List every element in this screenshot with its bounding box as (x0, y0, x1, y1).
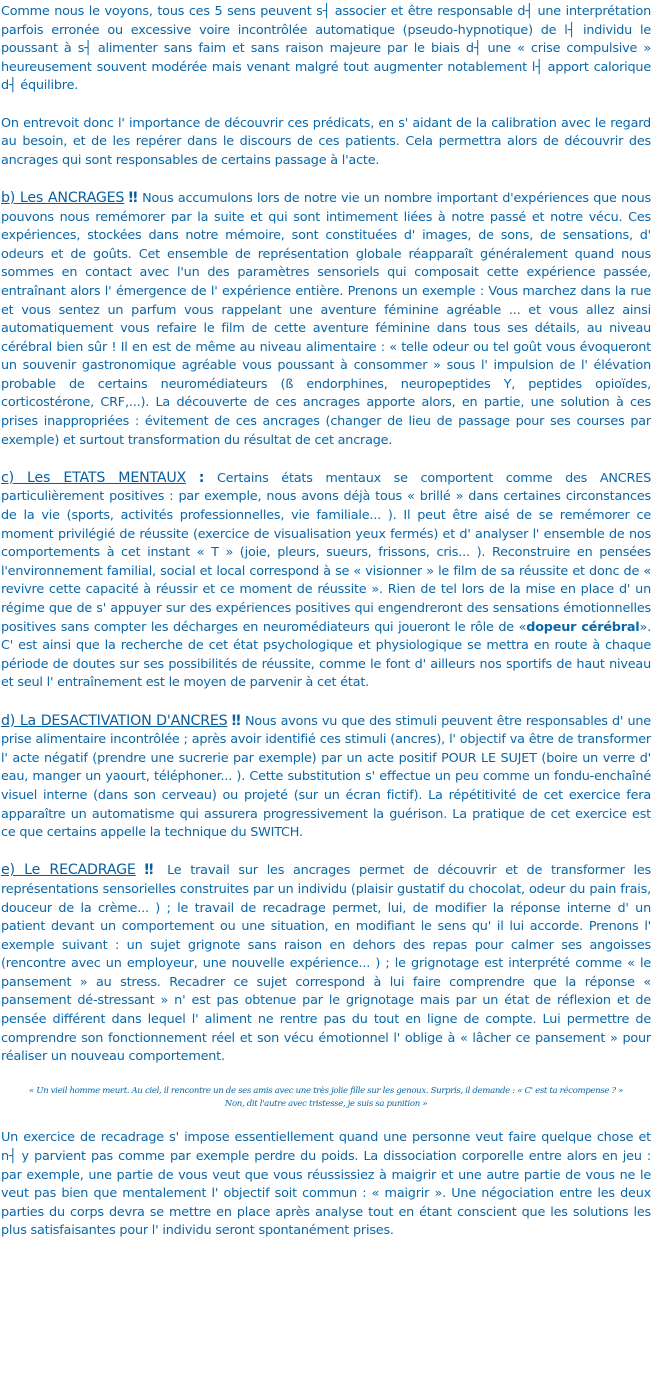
section-heading-etats-mentaux: c) Les ETATS MENTAUX (1, 469, 187, 486)
section-text-recadrage: Le travail sur les ancrages permet de découvrir et de transformer les représentations sensorielles construites par un individu (plaisir gustatif du chocolat, odeur du pain frais, douceur de la crème... ) ; le travail de recadrage permet, lui, de modifier la réponse interne d' un patient devant un comportement ou une situation, en modifiant le sens qu' il lui accorde. Prenons l' exemple suivant : un sujet grignote sans raison en dehors des repas pour calmer ses angoisses (rencontre avec un employeur, une nouvelle expérience... ) ; le grignotage est interprété comme « le pansement » au stress. Recadrer ce sujet correspond à lui faire comprendre que la réponse « pansement dé-stressant » n' est pas obtenue par le grignotage mais par un état de réflexion et de pensée différent dans lequel l' aliment ne rentre pas du tout en ligne de compte. Lui permettre de comprendre son fonctionnement réel et son vécu émotionnel l' oblige à « lâcher ce pansement » pour réaliser un nouveau comportement. (1, 863, 651, 1065)
section-text-desactivation: Nous avons vu que des stimuli peuvent être responsables d' une prise alimentaire incontrôlée ; après avoir identifié ces stimuli (ancres), l' objectif va être de transformer l' acte négatif (prendre une sucrerie par exemple) par un acte positif POUR LE SUJET (boire un verre d' eau, manger un yaourt, téléphoner... ). Cette substitution s' effectue un peu comme un fondu-enchaîné visuel interne (dans son cerveau) ou projeté (sur un écran fictif). La répétitivité de cet exercice fera apparaître un automatisme qui assurera progressivement la guérison. La pratique de cet exercice est ce que certains appelle la technique du SWITCH. (1, 713, 651, 841)
section-text-etats-mentaux-2: ». C' est ainsi que la recherche de cet état psychologique et physiologique se mettra en route à chaque période de doutes sur ses possibilités de réussite, comme le font d' ailleurs nos sportifs de haut niveau et seul l' entraînement est le moyen de parvenir à cet état. (1, 619, 651, 691)
section-etats-mentaux (1, 469, 651, 693)
double-exclamation-icon: ‼ (128, 189, 138, 206)
section-recadrage (1, 861, 651, 1067)
intro-paragraph-2: On entrevoit donc l' importance de découvrir ces prédicats, en s' aidant de la calibration avec le regard au besoin, et de les repérer dans le discours de ces patients. Cela permettra alors de découvrir des ancrages qui sont responsables de certains passage à l'acte. (1, 115, 651, 168)
double-exclamation-icon: ‼ (231, 712, 241, 729)
heading-colon: : (198, 469, 205, 486)
article-body (1, 3, 651, 1260)
bold-term-dopeur: dopeur cérébral (526, 619, 640, 635)
quote-line-2: Non, dit l'autre avec tristesse, je suis sa punition » (224, 1099, 428, 1110)
section-heading-recadrage: e) Le RECADRAGE (1, 862, 136, 879)
quote-line-1: « Un vieil homme meurt. Au ciel, il rencontre un de ses amis avec une très jolie fille sur les genoux. Surpris, il demande : « C' est ta récompense ? » (28, 1086, 624, 1097)
double-exclamation-icon: ‼ (144, 862, 159, 879)
section-text-ancrages: Nous accumulons lors de notre vie un nombre important d'expériences que nous pouvons nous remémorer par la suite et qui sont intimement liées à notre passé et notre vécu. Ces expériences, stockées dans notre mémoire, sont constituées d' images, de sons, de sensations, d' odeurs et de goûts. Cet ensemble de représentation globale réapparaît généralement quand nous sommes en contact avec l'un des paramètres sensoriels qui composait cette expérience passée, entraînant alors l' émergence de l' expérience entière. Prenons un exemple : Vous marchez dans la rue et vous sentez un parfum vous rappelant une aventure féminine agréable ... et vous allez ainsi automatiquement vous refaire le film de cette aventure féminine dans tous ses détails, au niveau cérébral bien sûr ! Il en est de même au niveau alimentaire : « telle odeur ou tel goût vous évoqueront un souvenir gastronomique agréable vous poussant à consommer » sous l' impulsion de l' élévation probable de certains neuromédiateurs (ß endorphines, neuropeptides Y, peptides opioïdes, corticostérone, CRF,...). La découverte de ces ancrages apporte alors, en partie, une solution à ces prises inappropriées : évitement de ces ancrages (changer de lieu de passage pour ses courses par exemple) et surtout transformation du résultat de cet ancrage. (1, 190, 651, 448)
section-ancrages (1, 189, 651, 450)
section-heading-ancrages: b) Les ANCRAGES (1, 189, 125, 206)
anecdote-quote (1, 1085, 651, 1111)
closing-paragraph: Un exercice de recadrage s' impose essentiellement quand une personne veut faire quelque chose et n┤ y parvient pas comme par exemple perdre du poids. La dissociation corporelle entre alors en jeu : par exemple, une partie de vous veut que vous réussissiez à maigrir et une autre partie de vous ne le veut pas bien que mentalement l' objectif soit commun : « maigrir ». Une négociation entre les deux parties du corps devra se mettre en place après analyse tout en étant conscient que les solutions les plus satisfaisantes pour l' individu seront spontanément prises. (1, 1130, 651, 1239)
intro-paragraph-1: Comme nous le voyons, tous ces 5 sens peuvent s┤ associer et être responsable d┤ une interprétation parfois erronée ou excessive voire incontrôlée automatique (pseudo-hypnotique) de l┤ individu le poussant à s┤ alimenter sans faim et sans raison majeure par le biais d┤ une « crise compulsive » heureusement souvent modérée mais venant malgré tout augmenter notablement l┤ apport calorique d┤ équilibre. (1, 4, 651, 94)
section-heading-desactivation: d) La DESACTIVATION D'ANCRES (1, 712, 228, 729)
section-text-etats-mentaux-1: Certains états mentaux se comportent comme des ANCRES particulièrement positives : par exemple, nous avons déjà tous « brillé » dans certaines circonstances de la vie (sports, activités professionnelles, vie familiale... ). Il peut être aisé de se remémorer ce moment privilégié de réussite (exercice de visualisation yeux fermés) et d' analyser l' ensemble de nos comportements à cet instant « T » (joie, pleurs, sueurs, frissons, cris... ). Reconstruire en pensées l'environnement familial, social et local correspond à se « visionner » le film de sa réussite et donc de « revivre cette capacité à réussir et ce moment de réussite ». Rien de tel lors de la mise en place d' un régime que de s' appuyer sur des expériences positives qui engendreront des sensations émotionnelles positives sans compter les décharges en neuromédiateurs qui joueront le rôle de « (1, 470, 651, 635)
section-desactivation (1, 712, 651, 843)
